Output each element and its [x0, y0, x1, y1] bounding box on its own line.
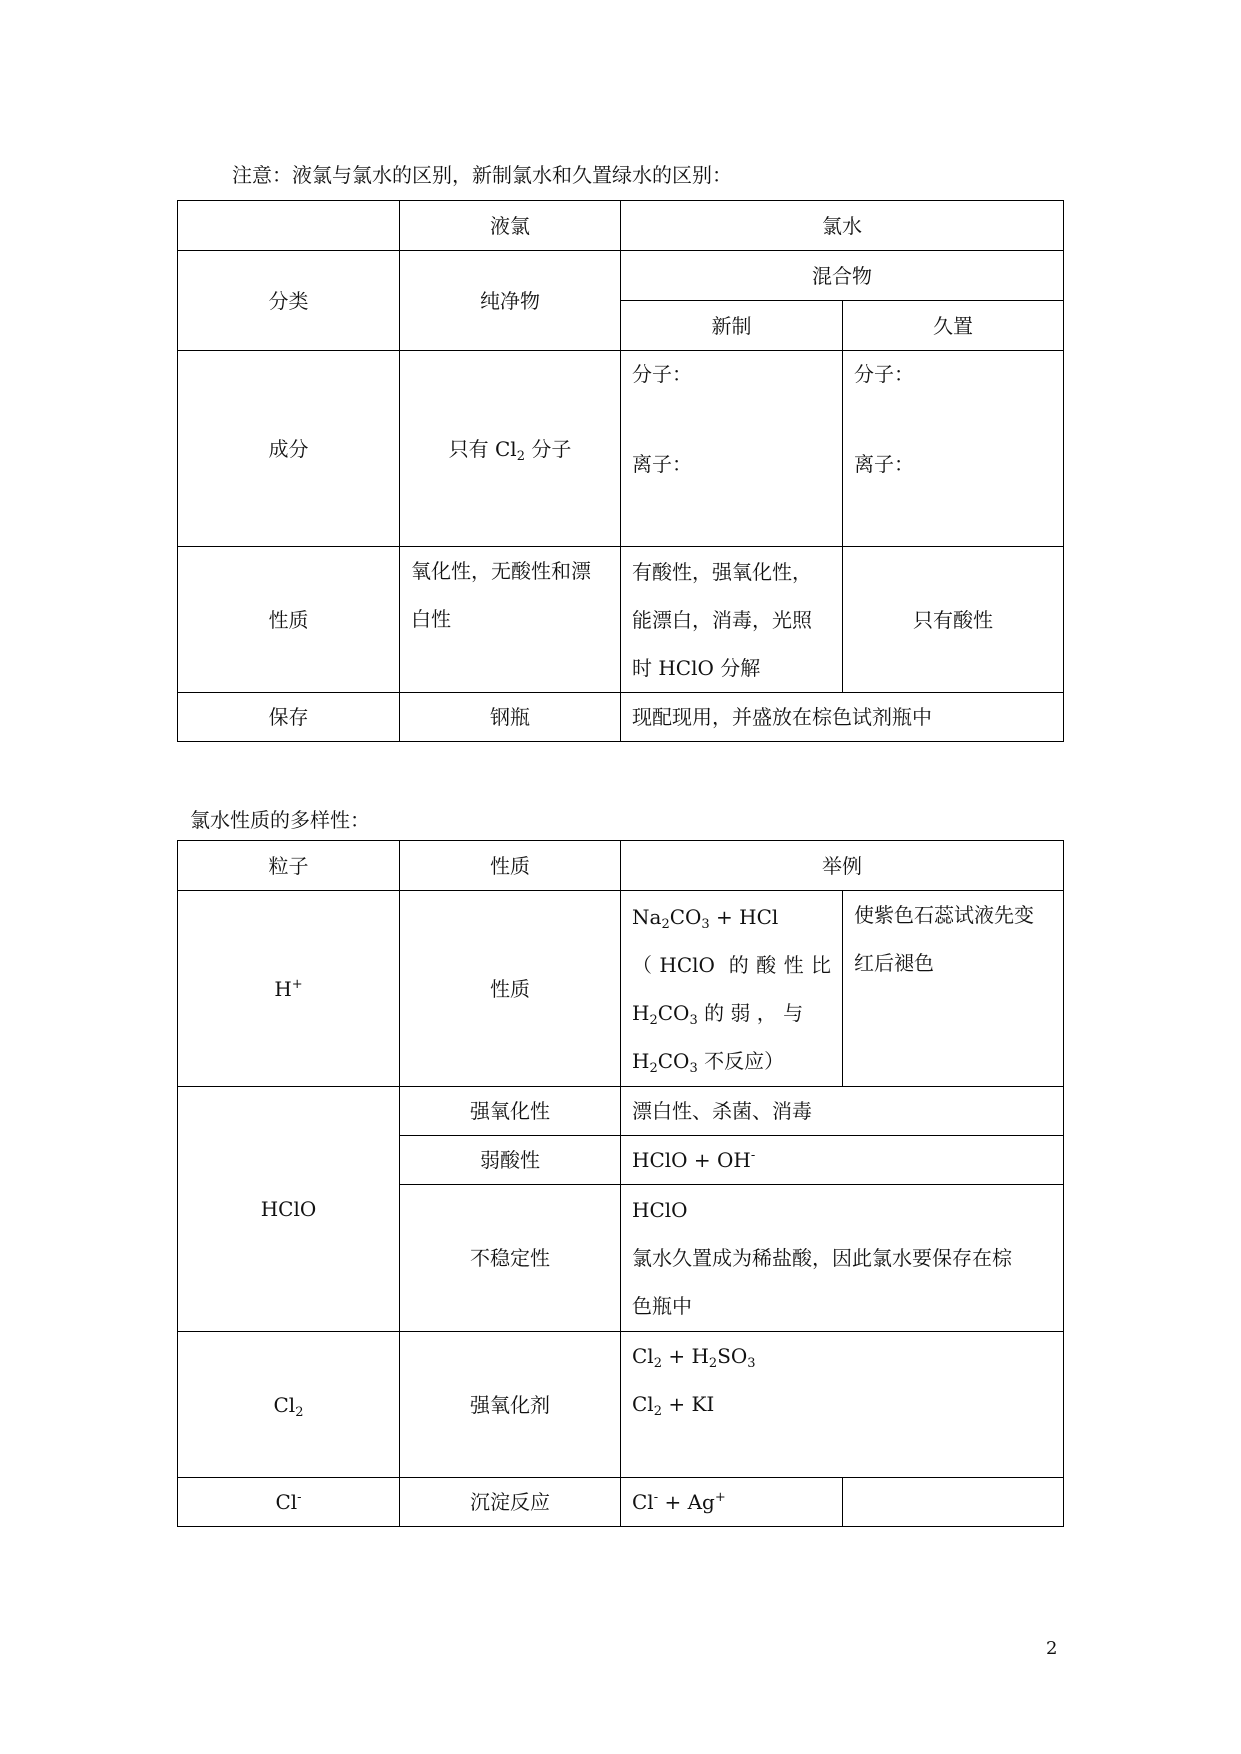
hplus-ex-line4: [632, 1037, 831, 1085]
ex4-co: CO: [657, 1048, 690, 1073]
property-row: [178, 547, 1064, 693]
hclo-acid-label: 弱酸性: [400, 1136, 621, 1185]
clminus-example: [621, 1478, 843, 1527]
composition-liquid: [400, 351, 621, 547]
clminus-ex-sup1: -: [653, 1490, 659, 1505]
classify-row-1: [178, 251, 1064, 301]
classify-water: 混合物: [621, 251, 1064, 301]
composition-row: [178, 351, 1064, 547]
clminus-row: [178, 1478, 1064, 1527]
table2-header-row: [178, 841, 1064, 891]
cl2-ex1-so: SO: [717, 1344, 748, 1368]
hplus-row: [178, 891, 1064, 1087]
hclo-acid-text: HClO + OH: [632, 1148, 751, 1172]
ex3-rest: 的 弱 ， 与: [697, 1000, 804, 1025]
storage-liquid: 钢瓶: [400, 693, 621, 742]
hclo-oxid-example: 漂白性、杀菌、消毒: [621, 1087, 1064, 1136]
cl2-ex1-cl: Cl: [632, 1344, 654, 1368]
aged-label: 久置: [843, 301, 1064, 351]
aged-molecule-label: 分子：: [854, 362, 914, 386]
ex4-co-sub: 3: [689, 1060, 698, 1076]
property-label: 性质: [178, 547, 400, 693]
cl2-ex1-sub1: 2: [653, 1356, 662, 1371]
hclo-unstable-example: [621, 1185, 1064, 1332]
hclo-acid-example: [621, 1136, 1064, 1185]
composition-liquid-subscript: 2: [516, 448, 525, 464]
cl2-property: 强氧化剂: [400, 1332, 621, 1478]
composition-liquid-text: 只有 Cl: [448, 436, 517, 461]
property-liquid-line2: 白性: [411, 607, 451, 631]
ex3-h: H: [632, 1000, 650, 1025]
chlorine-water-properties-table: [177, 840, 1064, 1527]
hplus-ex-line1: [632, 893, 831, 941]
hclo-oxid-label: 强氧化性: [400, 1087, 621, 1136]
cl2-ex2-sub1: 2: [653, 1404, 662, 1419]
note-heading: 注意：液氯与氯水的区别，新制氯水和久置绿水的区别：: [232, 163, 732, 187]
property-fresh-line1: 有酸性，强氧化性，: [632, 559, 812, 584]
ex4-h: H: [632, 1048, 650, 1073]
classify-label: 分类: [178, 251, 400, 351]
cl2-particle-subscript: 2: [295, 1404, 304, 1420]
fresh-gap: [632, 389, 831, 449]
hplus-particle-text: H: [274, 976, 292, 1001]
hplus-particle-superscript: +: [291, 976, 303, 992]
header-property: 性质: [400, 841, 621, 891]
clminus-ex-cl: Cl: [632, 1490, 654, 1514]
ex-co-sub: 3: [701, 916, 710, 932]
ex-hcl: + HCl: [709, 904, 779, 929]
property-aged: 只有酸性: [843, 547, 1064, 693]
hplus-example-right: [843, 891, 1064, 1087]
cl2-ex1-sub3: 3: [747, 1356, 756, 1371]
hclo-acid-superscript: -: [750, 1148, 756, 1163]
table1-header-row: [178, 201, 1064, 251]
fresh-ion-label: 离子：: [632, 452, 692, 476]
clminus-particle: [178, 1478, 400, 1527]
hplus-ex-line2: （HClO 的酸性比: [632, 952, 831, 977]
composition-aged: [843, 351, 1064, 547]
clminus-ex-ag: + Ag: [658, 1490, 715, 1514]
clminus-property: 沉淀反应: [400, 1478, 621, 1527]
composition-label: 成分: [178, 351, 400, 547]
hclo-oxid-row: [178, 1087, 1064, 1136]
cl2-ex-line1: [632, 1332, 1052, 1380]
classify-liquid: 纯净物: [400, 251, 621, 351]
ex-na-sub: 2: [661, 916, 670, 932]
hplus-ex-line3: [632, 989, 831, 1037]
aged-gap: [854, 389, 1052, 449]
cl2-particle: [178, 1332, 400, 1478]
ex3-co: CO: [657, 1000, 690, 1025]
clminus-particle-superscript: -: [297, 1490, 302, 1505]
clminus-empty-cell: [843, 1478, 1064, 1527]
hplus-ex-right-line2: 红后褪色: [854, 951, 934, 975]
property-fresh: [621, 547, 843, 693]
cl2-ex2-ki: + KI: [661, 1392, 715, 1416]
header-liquid-chlorine: 液氯: [400, 201, 621, 251]
header-particle: 粒子: [178, 841, 400, 891]
clminus-particle-text: Cl: [275, 1490, 298, 1514]
ex3-h-sub: 2: [649, 1012, 658, 1028]
ex3-co-sub: 3: [689, 1012, 698, 1028]
cl2-ex-line2: [632, 1380, 1052, 1428]
storage-water: 现配现用，并盛放在棕色试剂瓶中: [621, 693, 1064, 742]
header-example: 举例: [621, 841, 1064, 891]
fresh-label: 新制: [621, 301, 843, 351]
property-liquid: [400, 547, 621, 693]
property-fresh-line2: 能漂白，消毒，光照: [632, 607, 812, 632]
cl2-row: [178, 1332, 1064, 1478]
table1-corner-cell: [178, 201, 400, 251]
hclo-particle: HClO: [178, 1087, 400, 1332]
hclo-unstable-label: 不稳定性: [400, 1185, 621, 1332]
fresh-molecule-label: 分子：: [632, 362, 692, 386]
hplus-example-left: [621, 891, 843, 1087]
chlorine-water-diversity-heading: 氯水性质的多样性：: [190, 808, 370, 832]
storage-label: 保存: [178, 693, 400, 742]
clminus-ex-sup2: +: [714, 1490, 726, 1505]
unstable-line3: 色瓶中: [632, 1294, 692, 1318]
property-fresh-line3: 时 HClO 分解: [632, 655, 761, 680]
composition-fresh: [621, 351, 843, 547]
property-liquid-line1: 氧化性，无酸性和漂: [411, 559, 591, 583]
hplus-ex-right-line1: 使紫色石蕊试液先变: [854, 903, 1034, 927]
cl2-ex1-sub2: 2: [708, 1356, 718, 1371]
ex4-h-sub: 2: [649, 1060, 658, 1076]
cl2-ex1-h: + H: [661, 1344, 709, 1368]
liquid-chlorine-vs-chlorine-water-table: [177, 200, 1064, 742]
ex-na: Na: [632, 904, 662, 929]
page-number: 2: [1046, 1638, 1058, 1659]
composition-liquid-suffix: 分子: [524, 436, 572, 461]
storage-row: [178, 693, 1064, 742]
unstable-line2: 氯水久置成为稀盐酸，因此氯水要保存在棕: [632, 1246, 1012, 1270]
ex-co: CO: [669, 904, 702, 929]
hplus-property: 性质: [400, 891, 621, 1087]
header-chlorine-water: 氯水: [621, 201, 1064, 251]
cl2-particle-text: Cl: [273, 1392, 296, 1417]
hplus-particle: [178, 891, 400, 1087]
cl2-ex2-cl: Cl: [632, 1392, 654, 1416]
aged-ion-label: 离子：: [854, 452, 914, 476]
unstable-line1: HClO: [632, 1198, 688, 1222]
ex4-rest: 不反应）: [697, 1048, 785, 1073]
cl2-example: [621, 1332, 1064, 1478]
